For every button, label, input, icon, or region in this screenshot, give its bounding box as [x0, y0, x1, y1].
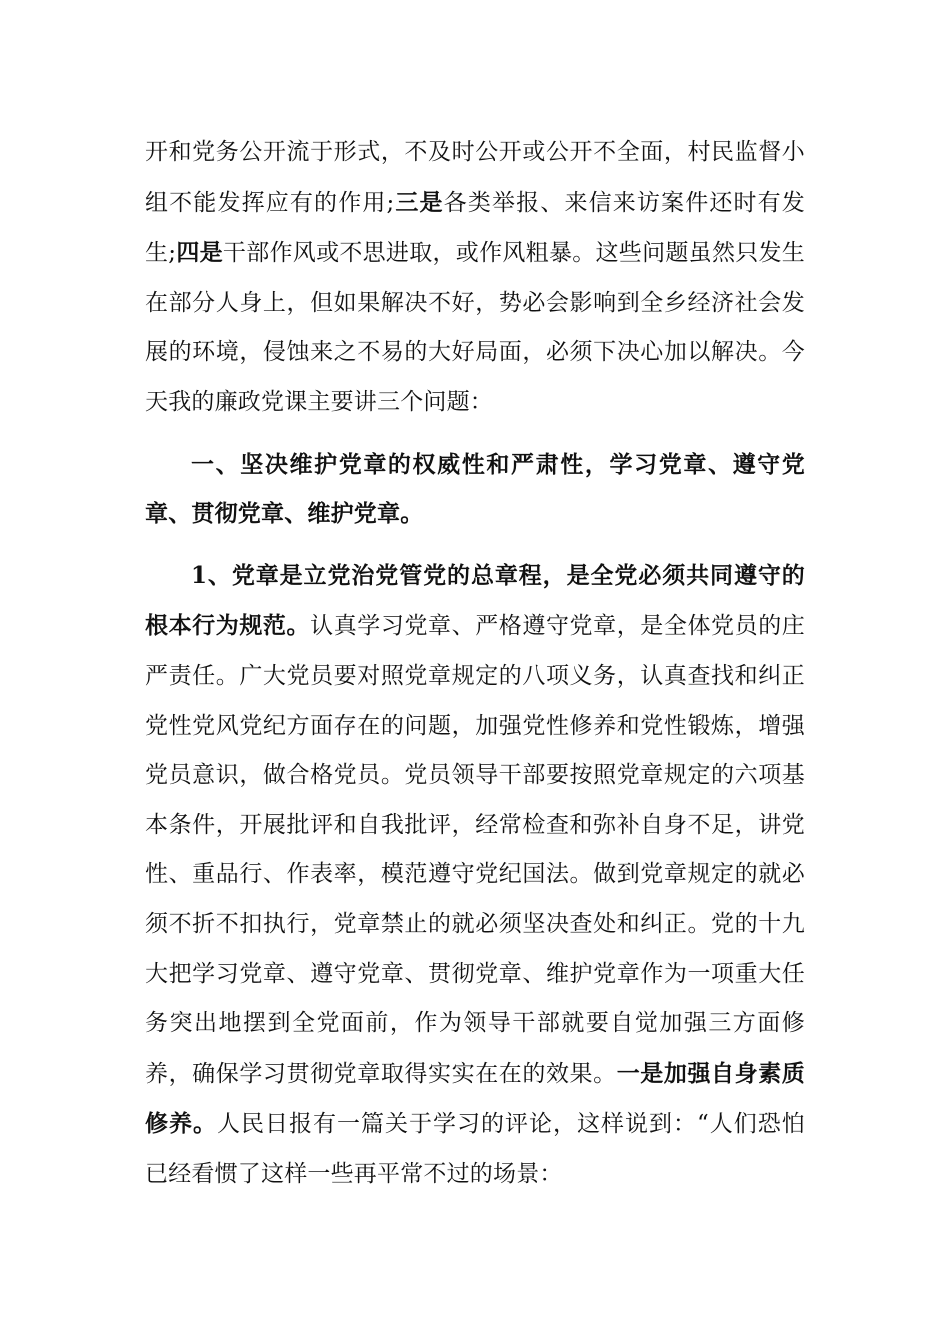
paragraph-point-1 [145, 551, 805, 1200]
bold-lead-sentence: 1、党章是立党治党管党的总章程，是全党必须共同遵守的根本行为规范。 [145, 561, 805, 640]
text-run: 各类举报、来信来访案件还时有发生; [145, 189, 805, 267]
text-run: 开和党务公开流于形式，不及时公开或公开不全面，村民监督小组不能发挥应有的作用; [145, 139, 805, 216]
bold-marker-four: 四是 [176, 239, 223, 267]
bold-marker-three: 三是 [394, 188, 444, 216]
document-page [145, 128, 805, 1199]
text-run: 认真学习党章、严格遵守党章，是全体党员的庄严责任。广大党员要对照党章规定的八项义务，认真查找和纠正党性党风党纪方面存在的问题，加强党性修养和党性锻炼，增强党员意识，做合格党员。党员领导干部要按照党章规定的六项基本条件，开展批评和自我批评，经常检查和弥补自身不足，讲党性、重品行、作表率，模范遵守党纪国法。做到党章规定的就必须不折不扣执行，党章禁止的就必须坚决查处和纠正。党的十九大把学习党章、遵守党章、贯彻党章、维护党章作为一项重大任务突出地摆到全党面前，作为领导干部就要自觉加强三方面修养，确保学习贯彻党章取得实实在在的效果。 [145, 613, 806, 1087]
text-run: 人民日报有一篇关于学习的评论，这样说到：“人们恐怕已经看惯了这样一些再平常不过的场景： [145, 1111, 805, 1187]
section-heading-1: 一、坚决维护党章的权威性和严肃性，学习党章、遵守党章、贯彻党章、维护党章。 [145, 450, 805, 528]
text-run: 干部作风或不思进取，或作风粗暴。这些问题虽然只发生在部分人身上，但如果解决不好，势必会影响到全乡经济社会发展的环境，侵蚀来之不易的大好局面，必须下决心加以解决。今天我的廉政党课主要讲三个问题： [145, 240, 806, 415]
paragraph-intro-continued [145, 128, 805, 428]
bold-marker-one: 一是加强自身素质修养。 [145, 1059, 805, 1138]
